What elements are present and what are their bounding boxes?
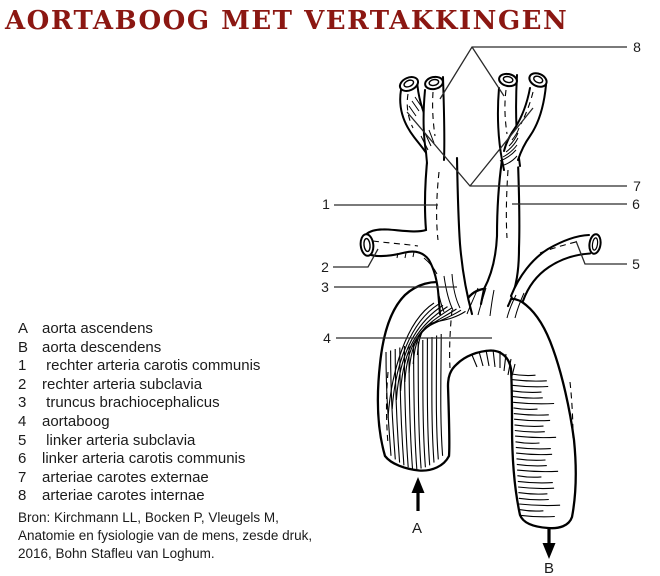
legend-label: rechter arteria subclavia [42, 375, 203, 393]
legend-label: aorta ascendens [42, 320, 153, 337]
callout-4: 4 [323, 330, 331, 346]
internal-carotid-right-ring [498, 72, 518, 87]
legend-key: 1 [18, 357, 27, 375]
callout-2: 2 [321, 259, 329, 275]
vessel-end-rings [360, 71, 602, 257]
legend-label: truncus brachiocephalicus [42, 394, 220, 412]
aorta-outline [378, 282, 576, 528]
source-line: Bron: Kirchmann LL, Bocken P, Vleugels M, [18, 510, 279, 525]
flow-label-a: A [411, 520, 423, 537]
flow-labels [412, 520, 554, 576]
callout-3: 3 [321, 279, 329, 295]
legend-key: 7 [18, 468, 27, 486]
callout-7: 7 [633, 178, 641, 194]
flow-label-b: B [543, 560, 555, 576]
legend-label: aortaboog [42, 412, 110, 430]
legend-label: linker arteria subclavia [42, 431, 196, 449]
legend-label: linker arteria carotis communis [42, 450, 246, 468]
legend-label: arteriae carotes externae [42, 468, 209, 486]
flow-arrow-b-head [543, 543, 556, 559]
legend-label: arteriae carotes internae [42, 487, 205, 505]
callout-6: 6 [632, 196, 640, 212]
legend-key: 6 [18, 450, 27, 468]
legend-key: 4 [18, 412, 27, 430]
page-title: AORTABOOG MET VERTAKKINGEN [5, 6, 569, 36]
callout-8: 8 [633, 39, 641, 55]
legend-label: rechter arteria carotis communis [42, 357, 261, 375]
source-line: 2016, Bohn Stafleu van Loghum. [18, 546, 215, 561]
common-carotid-left-vessel [481, 160, 519, 306]
legend-key: A [18, 320, 29, 337]
source-line: Anatomie en fysiologie van de mens, zesde druk, [18, 528, 313, 543]
legend-key: 5 [18, 431, 27, 449]
legend-label: aorta descendens [42, 338, 162, 356]
subclavian-left-vessel [511, 235, 600, 301]
legend-key: 3 [18, 394, 27, 412]
callout-1: 1 [322, 196, 330, 212]
legend-key: B [18, 338, 29, 356]
legend-key: 8 [18, 487, 27, 505]
callout-5: 5 [632, 256, 640, 272]
flow-arrow-a-head [412, 477, 425, 493]
legend-key: 2 [18, 375, 27, 393]
